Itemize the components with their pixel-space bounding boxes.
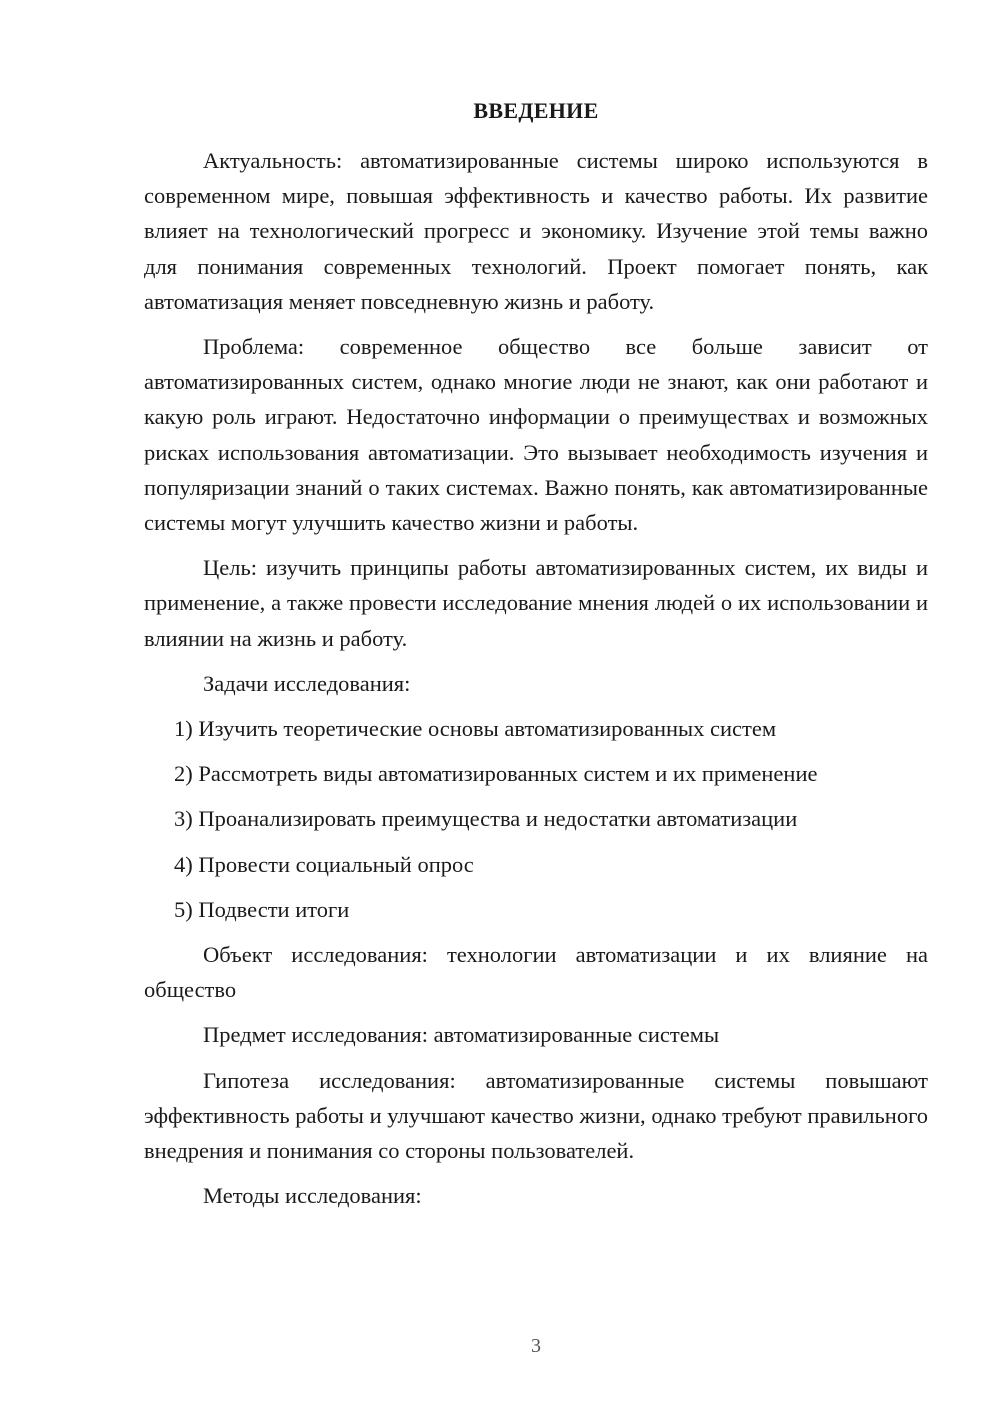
paragraph-relevance: Актуальность: автоматизированные системы широко используются в современном мире, повышая эффективность и качество работы. Их развитие влияет на технологический прогресс и экономику. Изучение этой темы важно для понимания современных технологий. Проект помогает понять, как автоматизация меняет повседневную жизнь и работу. <box>144 148 928 314</box>
task-item: 4) Провести социальный опрос <box>174 851 474 877</box>
paragraph-subject: Предмет исследования: автоматизированные системы <box>203 1022 720 1048</box>
tasks-list <box>144 711 928 927</box>
page-number: 3 <box>531 1335 541 1357</box>
section-title: ВВЕДЕНИЕ <box>473 98 599 123</box>
paragraph-hypothesis: Гипотеза исследования: автоматизированные системы повышают эффективность работы и улучшают качество жизни, однако требуют правильного внедрения и понимания со стороны пользователей. <box>144 1067 928 1164</box>
paragraph-methods: Методы исследования: <box>203 1183 422 1209</box>
task-item: 3) Проанализировать преимущества и недостатки автоматизации <box>174 806 798 832</box>
paragraph-object: Объект исследования: технологии автоматизации и их влияние на общество <box>144 942 928 1003</box>
page-content <box>144 143 928 1223</box>
paragraph-goal: Цель: изучить принципы работы автоматизированных систем, их виды и применение, а также провести исследование мнения людей о их использовании и влиянии на жизнь и работу. <box>144 555 928 651</box>
paragraph-problem: Проблема: современное общество все больше зависит от автоматизированных систем, однако многие люди не знают, как они работают и какую роль играют. Недостаточно информации о преимуществах и возможных рисках использования автоматизации. Это вызывает необходимость изучения и популяризации знаний о таких системах. Важно понять, как автоматизированные системы могут улучшить качество жизни и работы. <box>144 334 928 536</box>
task-item: 1) Изучить теоретические основы автоматизированных систем <box>174 716 777 742</box>
paragraph-tasks-heading: Задачи исследования: <box>203 670 411 696</box>
task-item: 2) Рассмотреть виды автоматизированных систем и их применение <box>174 761 818 787</box>
task-item: 5) Подвести итоги <box>174 896 350 922</box>
